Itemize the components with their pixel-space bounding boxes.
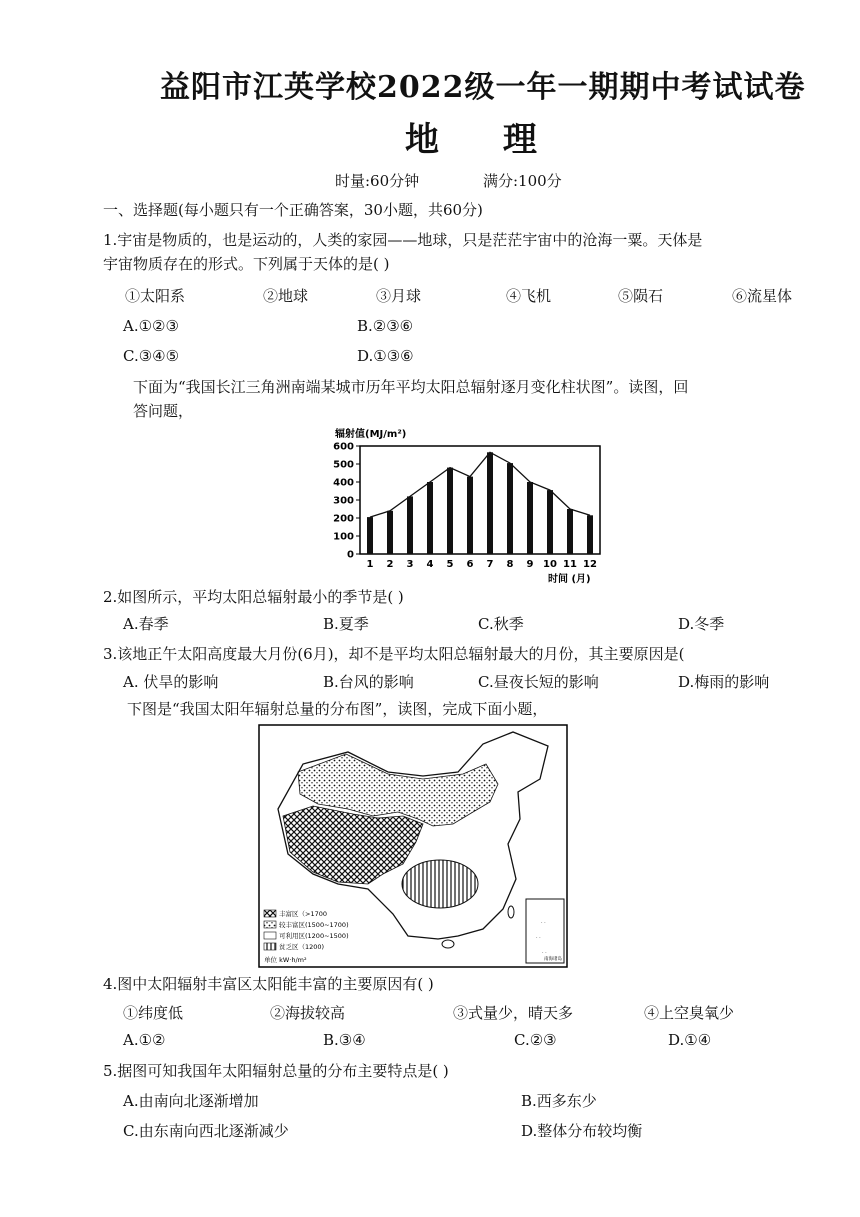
q3-stem: 3.该地正午太阳高度最大月份(6月)，却不是平均太阳总辐射最大的月份，其主要原因是( (103, 645, 685, 663)
q5-stem: 5.据图可知我国年太阳辐射总量的分布主要特点是( ) (103, 1062, 449, 1080)
legend-label: 较丰富区(1500~1700) (279, 921, 349, 929)
inset-dot: · · (541, 920, 546, 926)
q3-option-c: C.昼夜长短的影响 (478, 673, 599, 691)
y-tick-label: 0 (347, 549, 354, 561)
q4-item: ④上空臭氧少 (644, 1004, 735, 1022)
y-tick-label: 500 (333, 459, 354, 471)
q2-option-d: D.冬季 (678, 615, 725, 633)
taiwan-island (508, 906, 514, 918)
chart-ylabel: 辐射值(MJ/m²) (335, 429, 407, 440)
bar-month-5 (447, 468, 453, 554)
q4-item: ③式量少，晴天多 (453, 1004, 574, 1022)
china-radiation-map (258, 724, 568, 968)
x-tick-label: 8 (506, 559, 514, 570)
q1-item: ⑥流星体 (732, 287, 793, 305)
hainan-island (442, 940, 454, 948)
y-tick-label: 200 (333, 513, 354, 525)
y-tick-label: 100 (333, 531, 354, 543)
x-tick-label: 12 (583, 559, 597, 570)
q1-item: ①太阳系 (125, 287, 186, 305)
subject-title: 地 理 (405, 120, 563, 160)
q2-option-a: A.春季 (123, 615, 169, 633)
q4-stem: 4.图中太阳辐射丰富区太阳能丰富的主要原因有( ) (103, 975, 434, 993)
bar-month-6 (467, 477, 473, 554)
bar-month-1 (367, 517, 373, 554)
bar-month-2 (387, 511, 393, 554)
x-tick-label: 6 (466, 559, 474, 570)
q3-option-b: B.台风的影响 (323, 673, 414, 691)
q1-option-a: A.①②③ (123, 317, 179, 335)
q1-item: ④飞机 (506, 287, 552, 305)
q4-option-d: D.①④ (668, 1031, 712, 1049)
bar-month-8 (507, 463, 513, 554)
q4-option-b: B.③④ (323, 1031, 366, 1049)
intro1-line1: 下面为“我国长江三角洲南端某城市历年平均太阳总辐射逐月变化柱状图”。读图，回 (133, 378, 689, 396)
intro1-line2: 答问题， (133, 402, 194, 420)
radiation-bar-chart (330, 425, 610, 585)
q3-option-d: D.梅雨的影响 (678, 673, 770, 691)
section-heading: 一、选择题(每小题只有一个正确答案，30小题，共60分) (103, 201, 483, 219)
q2-stem: 2.如图所示，平均太阳总辐射最小的季节是( ) (103, 588, 404, 606)
y-tick-label: 600 (333, 441, 354, 453)
inset-dot: · · (542, 950, 547, 956)
q1-item: ⑤陨石 (618, 287, 664, 305)
bar-month-11 (567, 509, 573, 554)
inset-dot: · · (536, 935, 541, 941)
exam-score: 满分:100分 (483, 172, 562, 190)
x-tick-label: 4 (426, 559, 434, 570)
legend-unit: 单位 kW·h/m² (264, 956, 307, 964)
legend-label: 贫乏区（1200) (279, 943, 325, 951)
map-svg (258, 724, 568, 968)
bar-month-9 (527, 482, 533, 554)
legend-swatch-poor (264, 943, 276, 950)
q4-item: ①纬度低 (123, 1004, 184, 1022)
x-tick-label: 5 (446, 559, 454, 570)
x-tick-label: 9 (526, 559, 534, 570)
x-tick-label: 1 (366, 559, 374, 570)
plot-frame (360, 446, 600, 554)
q4-option-c: C.②③ (514, 1031, 557, 1049)
x-tick-label: 11 (563, 559, 577, 570)
q2-option-b: B.夏季 (323, 615, 369, 633)
bar-month-3 (407, 496, 413, 554)
bar-layer (333, 442, 597, 571)
q1-option-c: C.③④⑤ (123, 347, 180, 365)
q1-option-d: D.①③⑥ (357, 347, 414, 365)
exam-time: 时量:60分钟 (335, 172, 420, 190)
q1-stem-line1: 1.宇宙是物质的，也是运动的，人类的家园——地球，只是茫茫宇宙中的沧海一粟。天体是 (103, 231, 703, 249)
trend-line (370, 452, 590, 517)
poor-region (402, 860, 478, 908)
y-tick-label: 400 (333, 477, 354, 489)
q4-option-a: A.①② (123, 1031, 166, 1049)
q1-stem-line2: 宇宙物质存在的形式。下列属于天体的是( ) (103, 255, 390, 273)
x-tick-label: 7 (486, 559, 494, 570)
chart-xlabel: 时间 (月) (548, 574, 591, 585)
legend-swatch-rich (264, 910, 276, 917)
q5-option-d: D.整体分布较均衡 (521, 1122, 643, 1140)
legend-swatch-usable (264, 932, 276, 939)
bar-month-12 (587, 515, 593, 554)
q2-option-c: C.秋季 (478, 615, 524, 633)
bar-month-7 (487, 452, 493, 554)
q1-item: ②地球 (263, 287, 309, 305)
bar-chart-svg (330, 425, 610, 585)
inset-label: 南海诸岛 (544, 957, 562, 962)
legend-swatch-fairly-rich (264, 921, 276, 928)
q4-item: ②海拔较高 (270, 1004, 346, 1022)
q5-option-a: A.由南向北逐渐增加 (123, 1092, 259, 1110)
bar-month-4 (427, 482, 433, 554)
q5-option-b: B.西多东少 (521, 1092, 597, 1110)
intro2: 下图是“我国太阳年辐射总量的分布图”，读图，完成下面小题， (127, 700, 548, 718)
x-tick-label: 2 (386, 559, 394, 570)
q1-option-b: B.②③⑥ (357, 317, 414, 335)
x-tick-label: 10 (543, 559, 557, 570)
legend-label: 丰富区（>1700 (279, 910, 327, 918)
legend-label: 可利用区(1200~1500) (279, 932, 349, 940)
q3-option-a: A. 伏旱的影响 (123, 673, 219, 691)
q1-item: ③月球 (376, 287, 422, 305)
exam-title: 益阳市江英学校2022级一年一期期中考试试卷 (160, 70, 806, 105)
y-tick-label: 300 (333, 495, 354, 507)
bar-month-10 (547, 490, 553, 554)
q5-option-c: C.由东南向西北逐渐减少 (123, 1122, 289, 1140)
x-tick-label: 3 (406, 559, 414, 570)
